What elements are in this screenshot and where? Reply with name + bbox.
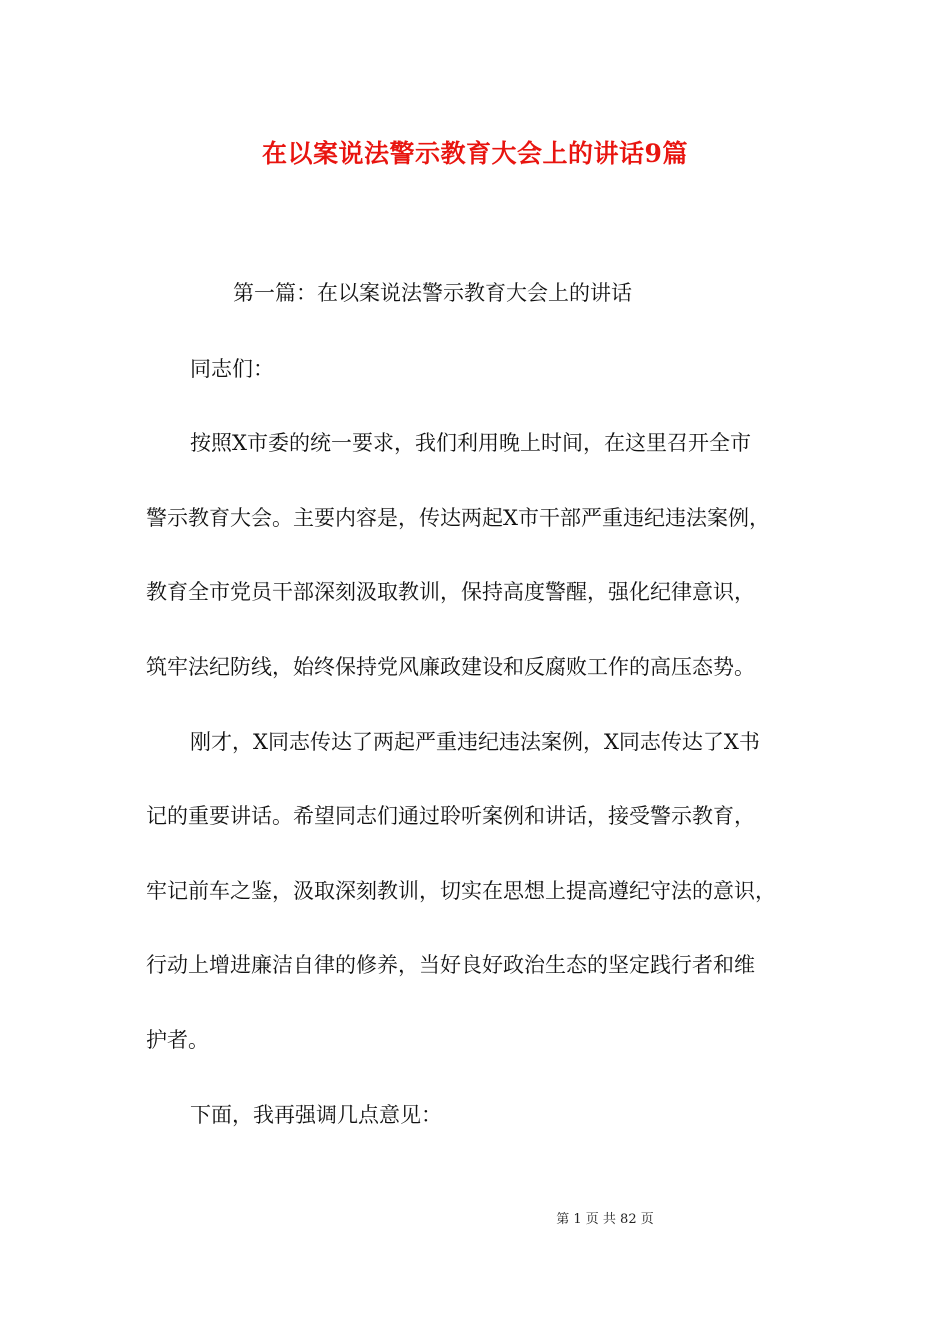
document-title: 在以案说法警示教育大会上的讲话9篇 <box>262 139 688 168</box>
page-number-footer: 第 1 页 共 82 页 <box>556 1212 654 1227</box>
paragraph-line: 行动上增进廉洁自律的修养，当好良好政治生态的坚定践行者和维 <box>146 953 755 977</box>
paragraph-line: 筑牢法纪防线，始终保持党风廉政建设和反腐败工作的高压态势。 <box>146 655 755 679</box>
paragraph-line: 下面，我再强调几点意见： <box>190 1103 442 1127</box>
paragraph-line: 记的重要讲话。希望同志们通过聆听案例和讲话，接受警示教育， <box>146 804 755 828</box>
paragraph-line: 护者。 <box>146 1028 209 1052</box>
paragraph-line: 按照X市委的统一要求，我们利用晚上时间，在这里召开全市 <box>190 431 751 455</box>
paragraph-line: 刚才，X同志传达了两起严重违纪违法案例，X同志传达了X书 <box>190 730 760 754</box>
paragraph-line: 警示教育大会。主要内容是，传达两起X市干部严重违纪违法案例， <box>146 506 770 530</box>
salutation: 同志们： <box>190 357 274 381</box>
section-heading: 第一篇：在以案说法警示教育大会上的讲话 <box>233 281 632 305</box>
paragraph-line: 牢记前车之鉴，汲取深刻教训，切实在思想上提高遵纪守法的意识， <box>146 879 776 903</box>
paragraph-line: 教育全市党员干部深刻汲取教训，保持高度警醒，强化纪律意识， <box>146 580 755 604</box>
